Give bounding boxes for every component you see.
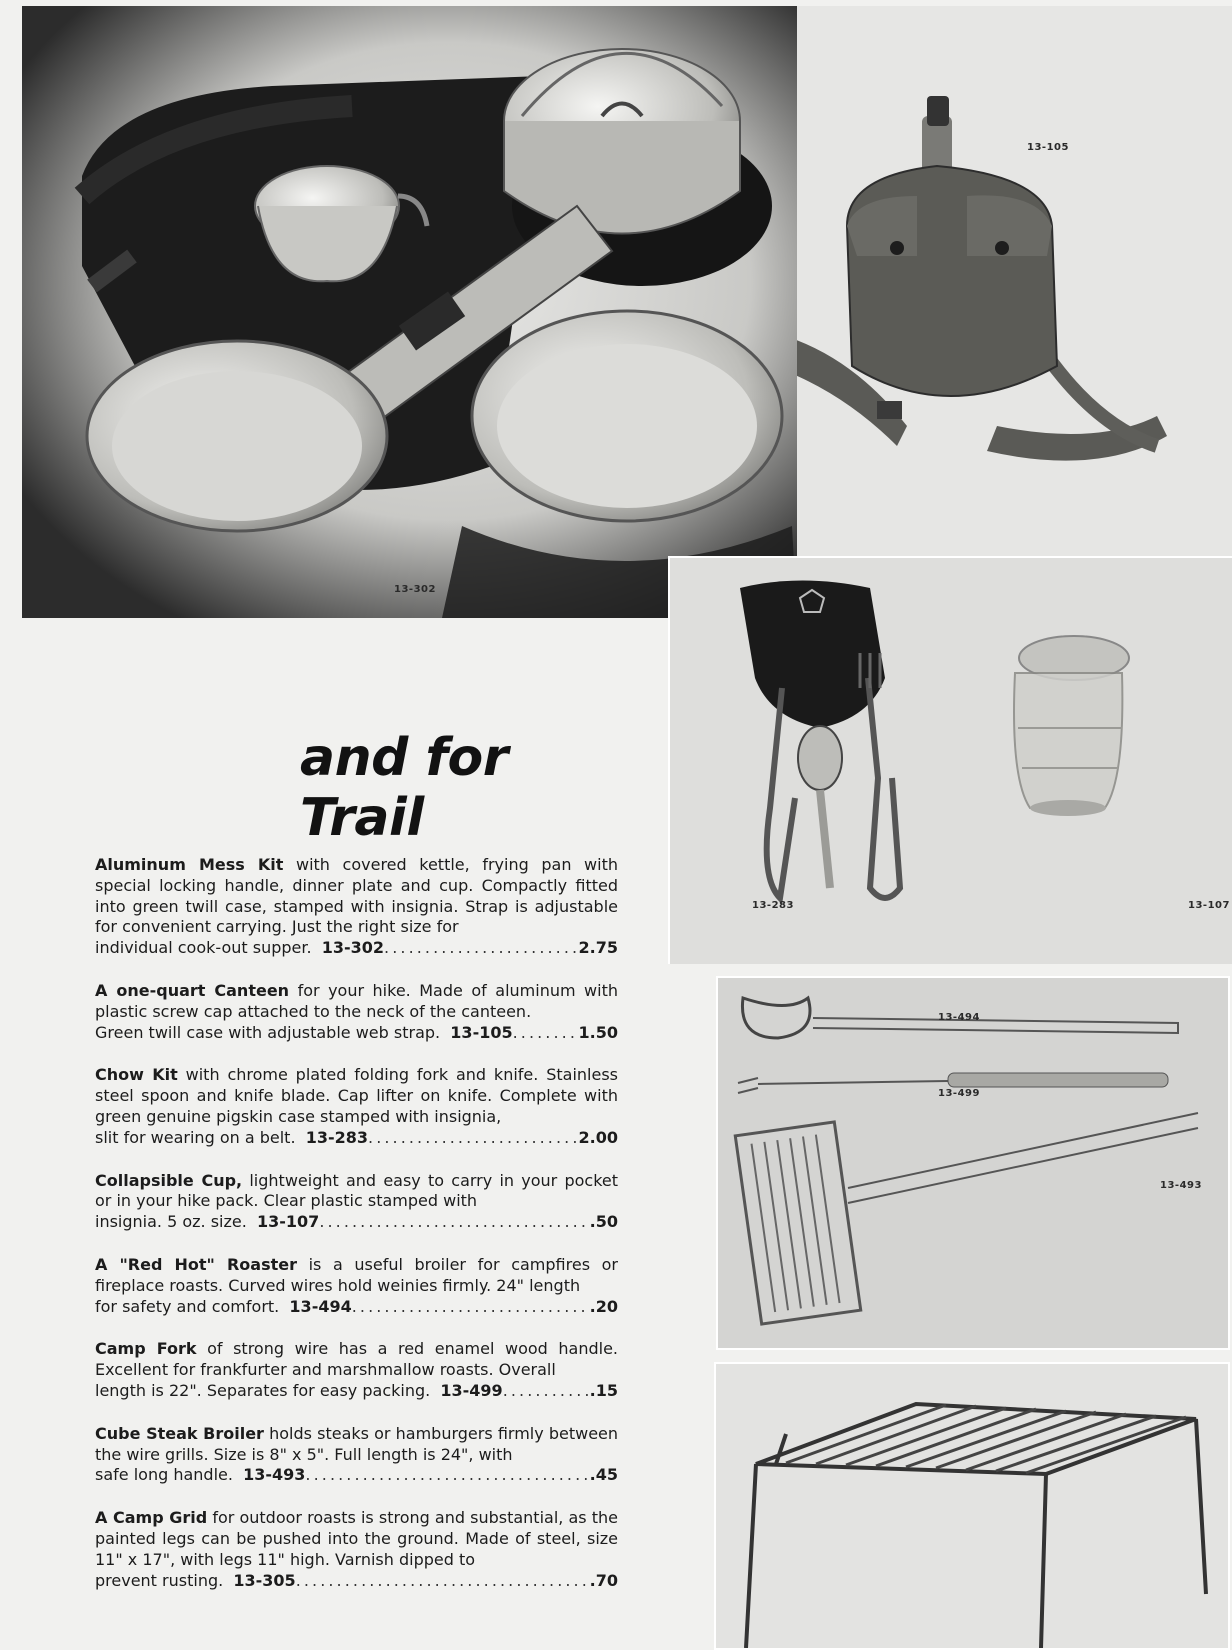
item-camp-grid — [95, 1508, 618, 1591]
cup-code-label: 13-107 — [1188, 900, 1230, 911]
item-last-line: length is 22". Separates for easy packing. — [95, 1380, 431, 1400]
item-price-line — [95, 938, 618, 959]
item-last-line: insignia. 5 oz. size. — [95, 1212, 247, 1232]
item-price: .50 — [589, 1212, 618, 1232]
item-description: holds steaks or hamburgers firmly between the wire grills. Size is 8" x 5". Full length is 24", with — [95, 1423, 619, 1464]
item-name: A one-quart Canteen — [95, 980, 290, 1000]
item-last-line: for safety and comfort. — [95, 1296, 280, 1316]
chow-kit-photo — [668, 556, 1232, 964]
mess-kit-code-label: 13-302 — [394, 584, 436, 595]
chow-kit-code-label: 13-283 — [752, 900, 794, 911]
item-code: 13-493 — [243, 1465, 306, 1485]
dot-leader — [296, 1571, 590, 1592]
item-last-line: slit for wearing on a belt. — [95, 1127, 296, 1147]
item-price-line — [95, 1212, 618, 1233]
dot-leader — [305, 1465, 589, 1486]
dot-leader — [503, 1381, 590, 1402]
dot-leader — [384, 938, 578, 959]
item-description: with chrome plated folding fork and knife. Stainless steel spoon and knife blade. Cap lifter on knife. Complete with green genuine pigskin case stamped with insignia, — [95, 1065, 618, 1126]
item-price-line — [95, 1128, 618, 1149]
camp-grid-photo — [714, 1362, 1230, 1650]
item-code: 13-305 — [233, 1570, 296, 1590]
canteen-photo — [797, 6, 1232, 558]
item-code: 13-499 — [440, 1380, 503, 1400]
item-price-line — [95, 1297, 618, 1318]
item-description: lightweight and easy to carry in your pocket or in your hike pack. Clear plastic stamped with — [95, 1170, 619, 1211]
item-code: 13-107 — [257, 1212, 320, 1232]
item-price: 1.50 — [578, 1022, 618, 1042]
item-canteen — [95, 981, 618, 1043]
item-description: with covered kettle, frying pan with special locking handle, dinner plate and cup. Compactly fitted into green twill case, stamped with insignia. Strap is adjustable for convenient carrying. Just the right size for — [95, 855, 618, 937]
item-last-line: prevent rusting. — [95, 1570, 224, 1590]
roaster-code-label: 13-494 — [938, 1012, 980, 1023]
item-chow-kit — [95, 1065, 618, 1148]
item-red-hot-roaster — [95, 1255, 618, 1317]
roasters-photo — [716, 976, 1230, 1350]
item-name: Cube Steak Broiler — [95, 1423, 264, 1443]
dot-leader — [368, 1128, 579, 1149]
item-price-line — [95, 1381, 618, 1402]
product-list — [95, 855, 618, 1613]
item-name: A Camp Grid — [95, 1508, 208, 1528]
item-code: 13-105 — [450, 1022, 513, 1042]
mess-kit-photo — [22, 6, 797, 618]
item-name: Chow Kit — [95, 1065, 178, 1085]
item-code: 13-494 — [289, 1296, 352, 1316]
item-price: .15 — [589, 1380, 618, 1400]
item-name: A "Red Hot" Roaster — [95, 1254, 297, 1274]
item-price: 2.75 — [578, 938, 618, 958]
item-name: Camp Fork — [95, 1339, 197, 1359]
item-last-line: individual cook-out supper. — [95, 938, 312, 958]
item-code: 13-283 — [305, 1127, 369, 1147]
item-price: .20 — [589, 1296, 618, 1316]
item-price-line — [95, 1023, 618, 1044]
item-collapsible-cup — [95, 1171, 618, 1233]
item-mess-kit — [95, 855, 618, 959]
item-name: Collapsible Cup, — [95, 1170, 243, 1190]
dot-leader — [319, 1212, 589, 1233]
item-name: Aluminum Mess Kit — [95, 855, 284, 874]
canteen-code-label: 13-105 — [1027, 142, 1069, 153]
item-price: .70 — [589, 1570, 618, 1590]
item-price: 2.00 — [578, 1127, 618, 1147]
item-last-line: safe long handle. — [95, 1465, 233, 1485]
item-description: is a useful broiler for campfires or fireplace roasts. Curved wires hold weinies firmly. 24" length — [95, 1254, 618, 1295]
item-price-line — [95, 1571, 618, 1592]
cube-broiler-code-label: 13-493 — [1160, 1180, 1202, 1191]
dot-leader — [352, 1297, 590, 1318]
dot-leader — [513, 1023, 579, 1044]
item-description: for outdoor roasts is strong and substantial, as the painted legs can be pushed into the ground. Made of steel, size 11" x 17", with legs 11" high. Varnish dipped to — [95, 1508, 618, 1569]
item-camp-fork — [95, 1339, 618, 1401]
page-headline: and for Trail — [300, 728, 508, 848]
item-cube-steak-broiler — [95, 1424, 618, 1486]
camp-fork-code-label: 13-499 — [938, 1088, 980, 1099]
item-price: .45 — [589, 1465, 618, 1485]
item-last-line: Green twill case with adjustable web strap. — [95, 1022, 441, 1042]
item-description: of strong wire has a red enamel wood handle. Excellent for frankfurter and marshmallow roasts. Overall — [95, 1339, 619, 1380]
item-code: 13-302 — [321, 938, 385, 958]
item-description: for your hike. Made of aluminum with plastic screw cap attached to the neck of the canteen. — [95, 980, 619, 1021]
item-price-line — [95, 1465, 618, 1486]
